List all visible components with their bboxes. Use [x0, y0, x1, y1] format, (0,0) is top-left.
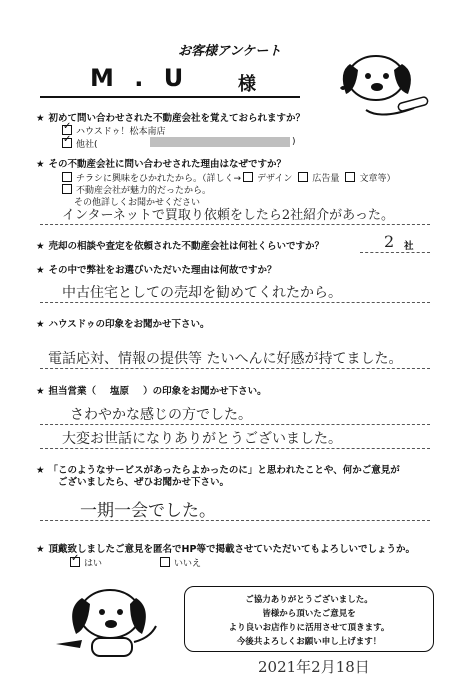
thank-you-line-1: ご協力ありがとうございました。 [245, 595, 373, 605]
dog-mascot-icon [336, 50, 436, 122]
survey-date: 2021年2月18日 [258, 658, 370, 676]
option-flyer[interactable]: チラシに興味をひかれたから。（詳しく→ デザイン 広告量 文章等） [62, 171, 395, 184]
page-title: お客様アンケート [178, 44, 282, 59]
option-housedo[interactable]: ✓ハウスドゥ！松本南店 [62, 124, 166, 137]
question-3: ★ 売却の相談や査定を依頼された不動産会社は何社くらいですか？ [36, 241, 325, 252]
thank-you-line-2: 皆様から頂いたご意見を [262, 609, 356, 619]
checkbox-icon[interactable] [345, 172, 355, 182]
redacted-field [150, 137, 290, 147]
answer-line [40, 520, 430, 521]
option-no[interactable]: いいえ [160, 556, 201, 569]
thank-you-line-3: より良いお店作りに活用させて頂きます。 [228, 623, 390, 633]
answer-2: インターネットで買取り依頼をしたら2社紹介があった。 [62, 208, 394, 223]
answer-3: 2 [384, 232, 395, 251]
thank-you-box [184, 586, 434, 652]
answer-line [40, 224, 430, 225]
option-yes[interactable]: ✓はい [70, 556, 102, 569]
question-7-line2: ございましたら、ぜひお聞かせ下さい。 [58, 477, 230, 488]
checkbox-icon[interactable] [160, 557, 170, 567]
option-other-company[interactable]: ✓他社( [62, 137, 98, 150]
answer-6-line2: 大変お世話になりありがとうございました。 [62, 431, 342, 447]
question-2: ★ その不動産会社に問い合わせされた理由はなぜですか？ [36, 159, 287, 170]
answer-line [40, 424, 430, 425]
answer-line [40, 302, 430, 303]
checkbox-icon[interactable] [62, 172, 72, 182]
checkbox-icon[interactable] [70, 557, 80, 567]
staff-name: 塩原 [110, 386, 130, 397]
customer-name-row [40, 62, 300, 98]
paren-close: ) [292, 137, 296, 147]
question-1: ★ 初めて問い合わせされた不動産会社を覚えておられますか？ [36, 113, 306, 124]
question-8: ★ 頂戴致しましたご意見を匿名でHP等で掲載させていただいてもよろしいでしょうか。 [36, 544, 415, 555]
checkbox-icon[interactable] [243, 172, 253, 182]
answer-4: 中古住宅としての売却を勧めてくれたから。 [62, 285, 342, 301]
answer-5: 電話応対、情報の提供等 たいへんに好感が持てました。 [48, 351, 403, 367]
dog-mascot-icon [52, 582, 162, 662]
question-7-line1: ★ 「このようなサービスがあったらよかったのに」と思われたことや、何かご意見が [36, 465, 400, 476]
honorific: 様 [238, 74, 256, 95]
question-6: ★ 担当営業（ 塩原 ）の印象をお聞かせ下さい。 [36, 386, 267, 397]
option-attractive[interactable]: 不動産会社が魅力的だったから。 [62, 183, 211, 196]
option-other-label: その他詳しくお聞かせください [74, 198, 201, 208]
question-5: ★ ハウスドゥの印象をお聞かせ下さい。 [36, 319, 210, 330]
question-4: ★ その中で弊社をお選びいただいた理由は何故ですか？ [36, 265, 277, 276]
customer-name: M . U [90, 64, 190, 92]
checkbox-icon[interactable] [298, 172, 308, 182]
thank-you-line-4: 今後共よろしくお願い申し上げます！ [236, 637, 382, 647]
checkbox-icon[interactable] [62, 138, 72, 148]
answer-7: 一期一会でした。 [80, 501, 216, 521]
answer-line [360, 252, 430, 253]
checkbox-icon[interactable] [62, 184, 72, 194]
answer-line [40, 448, 430, 449]
answer-6-line1: さわやかな感じの方でした。 [70, 407, 252, 423]
unit-label: 社 [404, 241, 414, 252]
answer-line [40, 368, 430, 369]
